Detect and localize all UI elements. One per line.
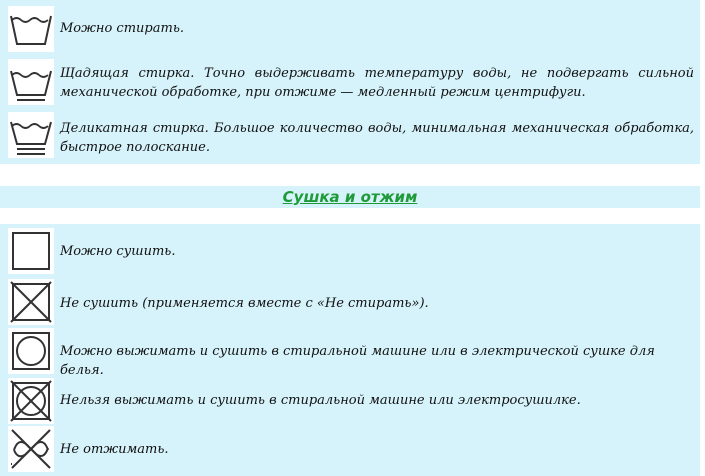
delicate-wash-icon	[8, 112, 54, 158]
do-not-dry-icon	[8, 279, 54, 325]
drying-panel	[0, 224, 700, 476]
washing-panel	[0, 0, 700, 164]
drying-section-header	[0, 186, 700, 208]
gentle-wash-icon	[8, 59, 54, 105]
drying-title: Сушка и отжим	[282, 188, 418, 206]
do-not-dry-text: Не сушить (применяется вместе с «Не стирать»).	[60, 296, 429, 311]
gentle-wash-text: Щадящая стирка. Точно выдерживать температуру воды, не подвергать сильной механической обработке, при отжиме — медленный режим центрифуги.	[60, 66, 694, 100]
do-not-tumble-dry-icon	[8, 378, 54, 424]
do-not-wring-icon	[8, 426, 54, 472]
do-not-wring-text: Не отжимать.	[60, 442, 169, 457]
dry-text: Можно сушить.	[60, 244, 176, 259]
do-not-tumble-dry-text: Нельзя выжимать и сушить в стиральной машине или электросушилке.	[60, 393, 581, 408]
delicate-wash-text: Деликатная стирка. Большое количество воды, минимальная механическая обработка, быстрое полоскание.	[60, 121, 694, 155]
dry-square-icon	[8, 228, 54, 274]
wash-text: Можно стирать.	[60, 21, 185, 36]
tumble-dry-icon	[8, 328, 54, 374]
wash-basin-icon	[8, 6, 54, 52]
tumble-dry-text: Можно выжимать и сушить в стиральной машине или в электрической сушке для белья.	[60, 344, 655, 378]
